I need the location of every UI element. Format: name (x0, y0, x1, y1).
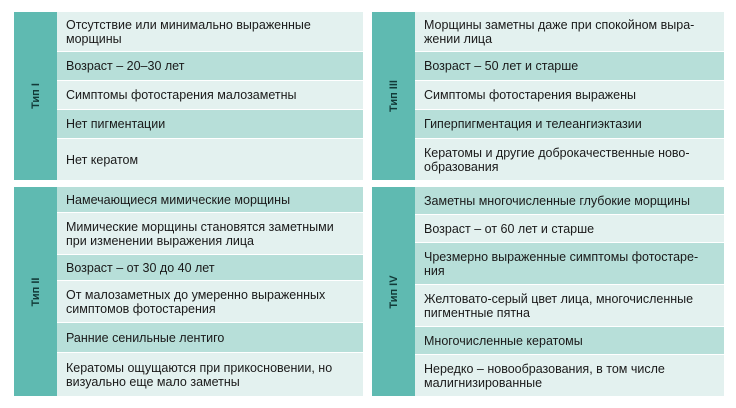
type-2-side (14, 187, 57, 396)
type-4-block (372, 187, 724, 396)
list-item: Возраст – 50 лет и старше (415, 52, 724, 81)
type-3-block (372, 12, 724, 180)
type-1-block (14, 12, 363, 180)
list-item: Отсутствие или минимально выраженные морщины (57, 12, 363, 52)
type-label: Тип III (387, 80, 400, 112)
type-label: Тип I (29, 83, 42, 109)
list-item: Чрезмерно выраженные симптомы фотостаре-ния (415, 243, 724, 285)
type-2-block (14, 187, 363, 396)
list-item: Возраст – от 60 лет и старше (415, 215, 724, 243)
list-item: Симптомы фотостарения малозаметны (57, 81, 363, 110)
list-item: Желтовато-серый цвет лица, многочисленные пигментные пятна (415, 285, 724, 327)
type-3-side (372, 12, 415, 180)
list-item: Заметны многочисленные глубокие морщины (415, 187, 724, 215)
type-label: Тип IV (387, 274, 400, 309)
list-item: Гиперпигментация и телеангиэктазии (415, 110, 724, 139)
list-item: Мимические морщины становятся заметными при изменении выражения лица (57, 213, 363, 255)
list-item: Ранние сенильные лентиго (57, 323, 363, 353)
list-item: От малозаметных до умеренно выраженных симптомов фотостарения (57, 281, 363, 323)
list-item: Возраст – 20–30 лет (57, 52, 363, 81)
list-item: Нет пигментации (57, 110, 363, 139)
list-item: Многочисленные кератомы (415, 327, 724, 355)
list-item: Морщины заметны даже при спокойном выра-жении лица (415, 12, 724, 52)
type-4-side (372, 187, 415, 396)
type-1-side (14, 12, 57, 180)
list-item: Кератомы и другие доброкачественные ново-образования (415, 139, 724, 180)
list-item: Симптомы фотостарения выражены (415, 81, 724, 110)
list-item: Возраст – от 30 до 40 лет (57, 255, 363, 281)
list-item: Кератомы ощущаются при прикосновении, но визуально еще мало заметны (57, 353, 363, 396)
list-item: Нередко – новообразования, в том числе малигнизированные (415, 355, 724, 396)
list-item: Нет кератом (57, 139, 363, 180)
list-item: Намечающиеся мимические морщины (57, 187, 363, 213)
type-label: Тип II (29, 277, 42, 306)
